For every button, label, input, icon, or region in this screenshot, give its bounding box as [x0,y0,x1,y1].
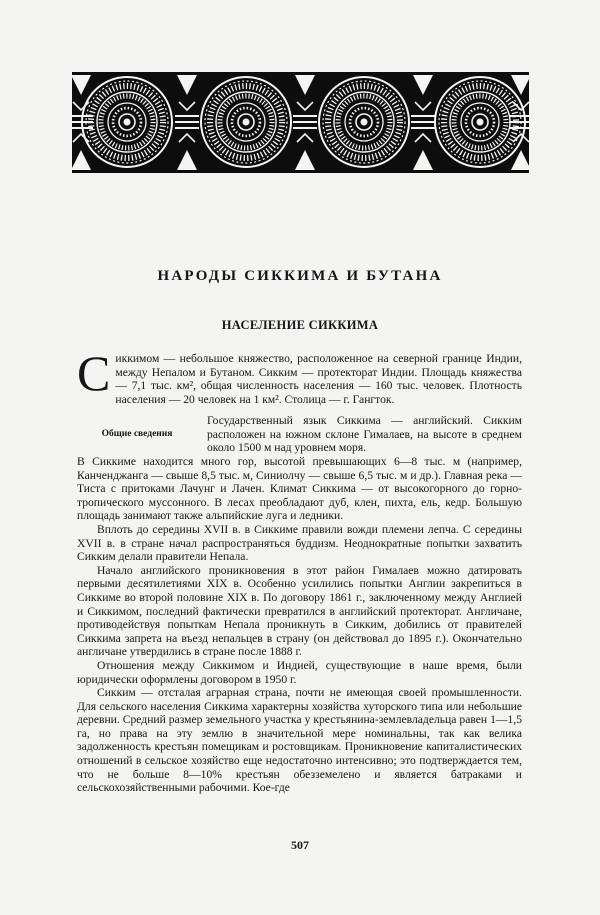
first-paragraph-text: иккимом — небольшое княжество, расположенное на северной границе Индии, между Непалом и Бутаном. Сикким — протекторат Индии. Площадь княжества — 7,1 тыс. км², общая численность населения — 160 тыс. человек. Плотность населения — 20 человек на 1 км². Столица — г. Гангток. [115,352,522,406]
paragraph: Отношения между Сиккимом и Индией, существующие в наше время, были юридически оформлены договором в 1950 г. [77,658,522,686]
dropcap: С [77,345,111,401]
page-number: 507 [291,838,309,852]
aside-block [207,414,522,455]
paragraph: Сикким — отсталая аграрная страна, почти не имеющая своей промышленности. Для сельского населения Сиккима характерны хозяйства хуторского типа или небольшие деревни. Средний размер земельного участка у крестьянина-землевладельца равен 1—1,5 га, но права на эту землю в значительной мере номинальны, так как велика задолженность крестьян помещикам и ростовщикам. Проникновение капиталистических отношений в сельское хозяйство еще недостаточно интенсивно; это подтверждается тем, что не больше 8—10% крестьян обезземелено и является батраками и сельскохозяйственными рабочими. Кое-где [77,686,522,795]
paragraph: В Сиккиме находится много гор, высотой превышающих 6—8 тыс. м (например, Канченджанга — свыше 8,5 тыс. м, Синиолчу — свыше 6,5 тыс. м и др.). Главная река — Тиста с притоками Лачунг и Лачен. Климат Сиккима — от высокогорного до горно-тропического муссонного. В лесах преобладают дуб, клен, пихта, ель, кедр. Большую площадь занимают также альпийские луга и ледники. [77,455,522,523]
margin-note: Общие сведения [101,429,173,439]
first-paragraph [77,345,522,406]
body-text [77,455,522,795]
chapter-title: НАРОДЫ СИККИМА И БУТАНА [157,268,443,284]
section-title: НАСЕЛЕНИЕ СИККИМА [221,318,379,332]
first-paragraph-block [77,345,522,406]
aside-paragraph: Государственный язык Сиккима — английский. Сикким расположен на южном склоне Гималаев, на высоте в среднем около 1500 м над уровнем моря. [207,414,522,455]
paragraph: Начало английского проникновения в этот район Гималаев можно датировать первыми десятилетиями XIX в. Особенно усилились попытки Англии закрепиться в Сиккиме во второй половине XIX в. По договору 1861 г., заключенному между Англией и Сиккимом, последний фактически превратился в английский протекторат. Англичане, противодействуя попыткам Непала проникнуть в Сикким, добились от правителей Сиккима запрета на въезд непальцев в страну (он действовал до 1895 г.). Окончательно англичане утвердились в стране после 1888 г. [77,563,522,659]
ornamental-banner [72,72,529,173]
paragraph: Вплоть до середины XVII в. в Сиккиме правили вожди племени лепча. С середины XVII в. в стране начал распространяться буддизм. Неоднократные попытки захватить Сикким делали правители Непала. [77,522,522,564]
